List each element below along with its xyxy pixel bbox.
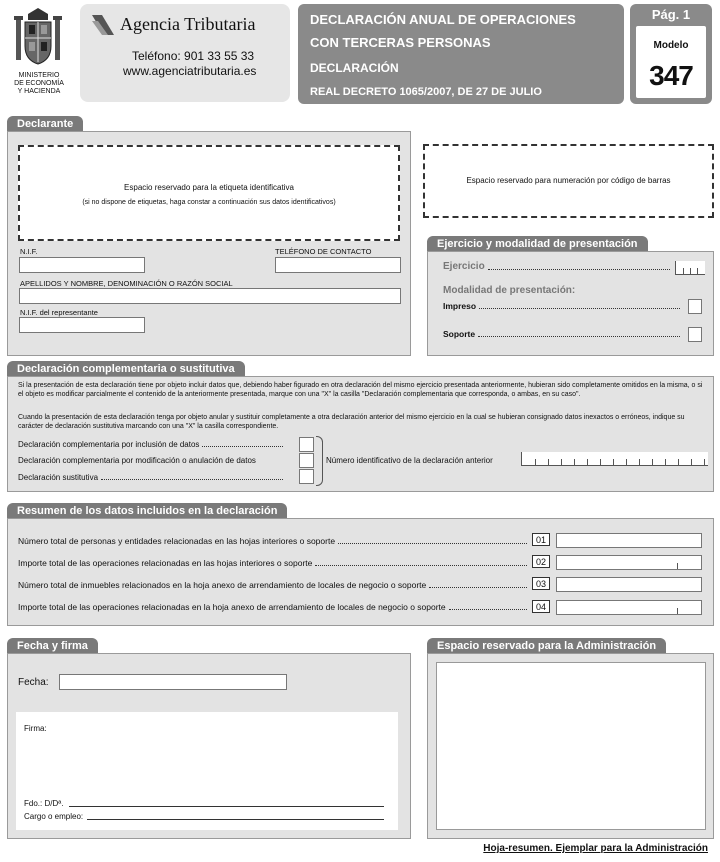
code-02: 02 xyxy=(532,555,550,568)
resumen-field-3[interactable] xyxy=(556,577,702,592)
resumen-field-2[interactable] xyxy=(556,555,702,570)
footer-note: Hoja-resumen. Ejemplar para la Administración xyxy=(483,843,708,854)
previous-id-field[interactable] xyxy=(521,452,708,466)
model-box xyxy=(630,4,712,104)
soporte-row: Soporte xyxy=(443,329,683,339)
firma-box[interactable] xyxy=(16,712,398,830)
fecha-label: Fecha: xyxy=(18,677,49,688)
complementaria-para-2: Cuando la presentación de esta declaración tenga por objeto anular y sustituir completamente a otra declaración anterior del mismo ejercicio en la cual se hubieran consignado datos inexactos o erróneos, indique su carácter de declaración sustitutiva marcando con una "X" la casilla correspondiente. xyxy=(18,414,685,430)
soporte-checkbox[interactable] xyxy=(688,327,702,342)
resumen-row-3: Número total de inmuebles relacionados en la hoja anexo de arrendamiento de locales de negocio o soporte xyxy=(18,580,530,590)
name-label: APELLIDOS Y NOMBRE, DENOMINACIÓN O RAZÓN SOCIAL xyxy=(20,279,233,288)
complementaria-checkbox-1[interactable] xyxy=(299,437,314,452)
barcode-space: Espacio reservado para numeración por código de barras xyxy=(423,144,714,218)
nif-field[interactable] xyxy=(19,257,145,273)
page-number: Pág. 1 xyxy=(651,7,691,22)
phone-label: TELÉFONO DE CONTACTO xyxy=(275,247,372,256)
complementaria-para-1: Si la presentación de esta declaración tiene por objeto incluir datos que, debiendo haber figurado en otra declaración del mismo ejercicio presentada anteriormente, hubieran sido completamente omitidos en la misma, o si el objeto es modificar parcialmente el contenido de la anteriormente presentada, marque con una "X" la casilla "Declaración complementaria que corresponda, o ambas, en su caso". xyxy=(18,382,703,398)
title-line-2: CON TERCERAS PERSONAS xyxy=(310,35,491,50)
title-box xyxy=(298,4,624,104)
title-line-1: DECLARACIÓN ANUAL DE OPERACIONES xyxy=(310,12,576,27)
firma-label: Firma: xyxy=(24,724,47,733)
decree: REAL DECRETO 1065/2007, DE 27 DE JULIO xyxy=(310,86,542,98)
name-field[interactable] xyxy=(19,288,401,304)
agency-logo-icon xyxy=(90,13,116,37)
impreso-checkbox[interactable] xyxy=(688,299,702,314)
cargo-row: Cargo o empleo: xyxy=(24,812,384,821)
code-04: 04 xyxy=(532,600,550,613)
resumen-field-4[interactable] xyxy=(556,600,702,615)
ejercicio-tab: Ejercicio y modalidad de presentación xyxy=(427,236,648,252)
rep-nif-field[interactable] xyxy=(19,317,145,333)
complementaria-tab: Declaración complementaria o sustitutiva xyxy=(7,361,245,377)
agency-phone: Teléfono: 901 33 55 33 xyxy=(132,49,255,63)
fecha-field[interactable] xyxy=(59,674,287,690)
previous-id-label: Número identificativo de la declaración anterior xyxy=(326,456,493,465)
resumen-tab: Resumen de los datos incluidos en la declaración xyxy=(7,503,287,519)
declarante-tab: Declarante xyxy=(7,116,83,132)
complementaria-opt-3: Declaración sustitutiva xyxy=(18,473,286,482)
complementaria-checkbox-3[interactable] xyxy=(299,469,314,484)
complementaria-checkbox-2[interactable] xyxy=(299,453,314,468)
model-label: Modelo xyxy=(653,40,689,51)
ejercicio-row: Ejercicio xyxy=(443,261,673,272)
resumen-row-4: Importe total de las operaciones relacionadas en la hoja anexo de arrendamiento de locales de negocio o soporte xyxy=(18,602,530,612)
complementaria-opt-2: Declaración complementaria por modificación o anulación de datos xyxy=(18,456,256,465)
model-number: 347 xyxy=(649,60,693,91)
fdo-row: Fdo.: D/Dª. xyxy=(24,799,384,808)
nif-label: N.I.F. xyxy=(20,247,38,256)
resumen-row-1: Número total de personas y entidades relacionadas en las hojas interiores o soporte xyxy=(18,536,530,546)
bracket xyxy=(316,436,323,486)
resumen-field-1[interactable] xyxy=(556,533,702,548)
coat-of-arms-logo xyxy=(12,6,64,70)
modalidad-label: Modalidad de presentación: xyxy=(443,285,576,296)
phone-field[interactable] xyxy=(275,257,401,273)
code-01: 01 xyxy=(532,533,550,546)
admin-tab: Espacio reservado para la Administración xyxy=(427,638,666,654)
agency-website: www.agenciatributaria.es xyxy=(123,64,257,78)
agency-name: Agencia Tributaria xyxy=(120,14,256,34)
firma-tab: Fecha y firma xyxy=(7,638,98,654)
complementaria-opt-1: Declaración complementaria por inclusión de datos xyxy=(18,440,286,449)
impreso-row: Impreso xyxy=(443,301,683,311)
ejercicio-field[interactable] xyxy=(675,261,705,275)
agency-box xyxy=(80,4,290,102)
title-line-3: DECLARACIÓN xyxy=(310,61,399,75)
ministry-name: MINISTERIO DE ECONOMÍA Y HACIENDA xyxy=(14,72,64,95)
admin-space xyxy=(436,662,706,830)
code-03: 03 xyxy=(532,577,550,590)
rep-nif-label: N.I.F. del representante xyxy=(20,308,98,317)
label-space: Espacio reservado para la etiqueta identificativa (si no dispone de etiquetas, haga constar a continuación sus datos identificativos) xyxy=(18,145,400,241)
resumen-row-2: Importe total de las operaciones relacionadas en las hojas interiores o soporte xyxy=(18,558,530,568)
